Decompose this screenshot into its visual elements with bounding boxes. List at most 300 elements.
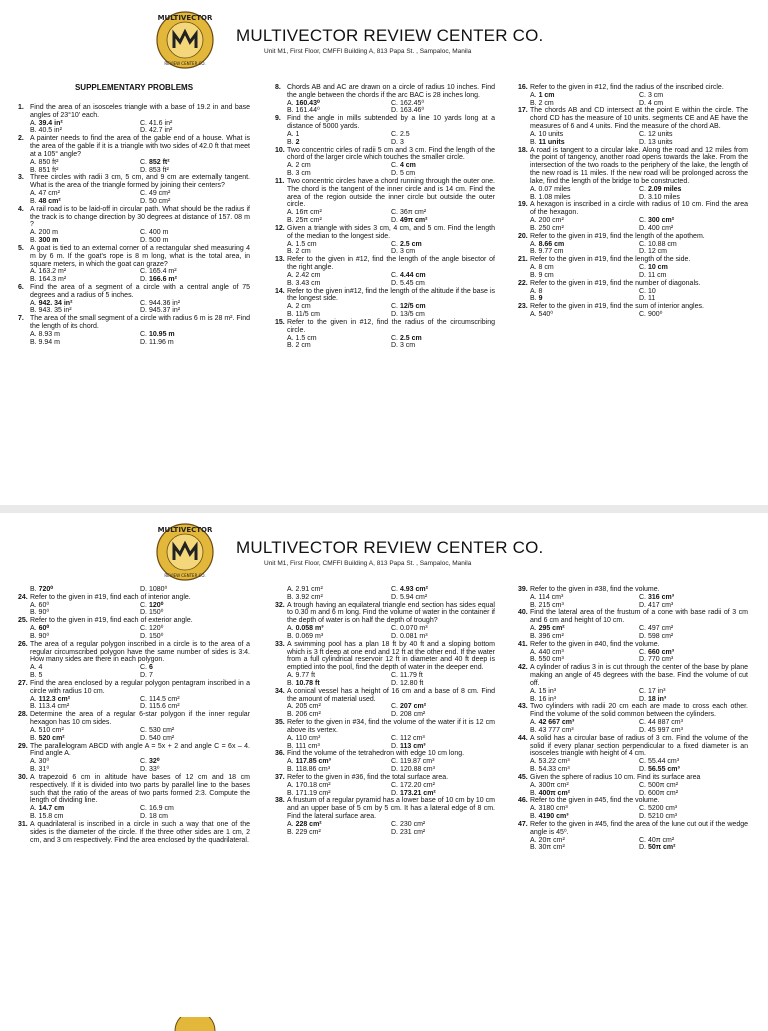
choice: D. 3 cm [391,248,416,256]
problem [518,201,748,232]
choice: B. 25π cm² [287,217,322,225]
problem [18,821,250,844]
choice: A. 60⁰ [30,625,50,633]
choices [18,602,250,618]
column-2 [275,84,495,350]
problem [275,225,495,256]
problem [275,719,495,750]
problem-number: 22. [518,279,528,287]
choice: B. 215 cm³ [530,601,564,609]
problem-number: 13. [275,256,285,264]
choice: D. 540 cm² [140,734,175,742]
problem-text: Refer to the given in #19, find the length of the side. [530,256,691,264]
choice: C. 162.45⁰ [391,99,425,107]
answer-key: 10.78 ft [295,679,320,687]
column-3 [518,84,748,319]
problem [18,594,250,617]
choice: A. 3180 cm³ [530,805,568,813]
svg-text:MULTIVECTOR: MULTIVECTOR [157,14,213,22]
problem-text: Refer to the given in#12, find the length of the altitude if the base is the longest side. [287,287,495,303]
problem [18,774,250,821]
choices [518,837,748,853]
answer-key: 14.7 cm [38,805,65,813]
choice: C. 500π cm² [639,781,679,789]
choice: C. 0.070 m³ [391,625,428,633]
choice: C. 17 in³ [639,687,666,695]
answer-key: 112.3 cm² [38,695,71,703]
problem-text: Find the area enclosed by a regular polygon pentagram inscribed in a circle with radius 10 cm. [30,679,250,695]
column-3 [518,586,748,852]
problem-number: 2. [18,135,24,143]
choice: D. 113 cm³ [391,742,426,750]
problem-text: Two cylinders with radii 20 cm each are made to cross each other. Find the volume of the solid common between the cylinders. [530,703,748,719]
choice: D. 50π cm² [639,844,676,852]
choice: A. 163.2 m² [30,268,67,276]
problem [275,84,495,115]
choice: C. 4 cm [391,162,416,170]
choice: D. 173.21 cm² [391,789,436,797]
choice: D. 5.45 cm [391,279,425,287]
problem-text: Refer to the given in #40, find the volume. [530,640,660,648]
choice: B. 250 cm² [530,224,564,232]
choice: C. 44 887 cm³ [639,719,683,727]
choice: C. 207 cm² [391,703,427,711]
answer-key: 120⁰ [148,601,164,609]
choice: C. 41.6 in² [140,119,173,127]
choice: A. 39.4 in² [30,119,63,127]
answer-key: 32⁰ [148,758,160,766]
choices [275,209,495,225]
choice: D. 13/5 cm [391,311,425,319]
problem-text: A trapezoid 6 cm in altitude have bases of 12 cm and 18 cm respectively. If it is divided into two parts by parallel line to the bases such that the ratio of the areas of two parts formed 2:3. Compute the length of dividing line. [30,773,250,805]
choice: B. 171.19 cm² [287,789,331,797]
answer-key: 942. 34 in² [38,299,73,307]
problem [518,107,748,146]
choice: C. 10 cm [639,264,668,272]
choice: B. 3.43 cm [287,279,321,287]
choice: B. 43 777 cm³ [530,726,574,734]
answer-key: 2.5 cm [399,334,422,342]
choice: A. 110 cm³ [287,734,321,742]
choice: A. 14.7 cm [30,805,65,813]
choice: B. 113.4 cm² [30,703,70,711]
choices [518,264,748,280]
answer-key: 4.44 cm [399,271,426,279]
choice: D. 50 cm² [140,197,171,205]
choice: A. 53.22 cm³ [530,758,570,766]
choice: D. 4 cm [639,99,664,107]
choices [275,758,495,774]
problem-text: A trough having an equilateral triangle end section has sides equal to 0.30 m and 6 m long. Find the volume of water in the container if the depth of water is on half the depth of trough? [287,601,495,625]
choice: B. 16 in³ [530,695,557,703]
choice: B. 4190 cm³ [530,813,569,821]
answer-key: 720⁰ [38,586,54,593]
choice: A. 1 [287,130,300,138]
answer-key: 852 ft² [148,158,170,166]
choices [275,821,495,837]
choices [18,758,250,774]
choice: D. 3.10 miles [639,193,680,201]
answer-key: 520 cm² [38,734,65,742]
problem-number: 29. [18,742,28,750]
choice: C. 10.88 cm [639,240,677,248]
problem-text: Refer to the given in #12, find the radius of the inscribed circle. [530,84,724,91]
problem-number: 19. [518,201,528,209]
problem [518,774,748,797]
choice: B. 9.94 m [30,338,60,346]
choice: B. 2 cm [287,248,311,256]
problem-number: 18. [518,146,528,154]
choice: A. 8 cm [530,264,554,272]
choice: C. 5200 cm³ [639,805,678,813]
choice: B. 206 cm² [287,711,321,719]
choices [18,120,250,136]
problem [18,135,250,174]
problem [18,743,250,774]
choice: D. 231 cm² [391,828,426,836]
problem-number: 30. [18,773,28,781]
column-1 [18,84,250,347]
choice: B. 3.92 cm² [287,593,323,601]
choices [18,331,250,347]
choices [518,649,748,665]
choice: C. 120⁰ [140,625,164,633]
answer-key: 4 cm [399,162,416,170]
problem-text: Refer to the given in #19, find the number of diagonals. [530,279,701,287]
problem-text: A cylinder of radius 3 in is cut through the center of the base by plane making an angle of 45 degrees with the base. Find the volume of cut off. [530,664,748,687]
problem [518,609,748,640]
answer-key: 1 cm [538,91,555,99]
problem [518,821,748,852]
problem-text: A conical vessel has a height of 16 cm and a base of 8 cm. Find the amount of material used. [287,687,495,703]
problem-number: 45. [518,773,528,781]
choice: A. 16π cm² [287,209,322,217]
problem [518,147,748,202]
choice: C. 300 cm² [639,217,675,225]
problem [518,586,748,609]
problem-text: Refer to the given in #12, find the radius of the circumscribing circle. [287,318,495,334]
choice: C. 3 cm [639,91,664,99]
choices [275,100,495,116]
problem-number: 41. [518,640,528,648]
choice: C. 112 cm³ [391,734,425,742]
choice: A. 440 cm³ [530,648,564,656]
answer-key: 56.55 cm³ [647,766,680,774]
choice: A. 160.43⁰ [287,99,320,107]
choice: D. 598 cm² [639,632,674,640]
choice: D. 11 [639,295,656,303]
choice: B. 396 cm² [530,632,564,640]
choice: A. 228 cm² [287,820,322,828]
choice: D. 7 [140,672,153,680]
choice: D. 49π cm² [391,217,428,225]
answer-key: 300 m [38,237,59,245]
problem-text: Find the lateral area of the frustum of a cone with base radii of 3 cm and 6 cm and height of 10 cm. [530,609,748,625]
choice: A. 300π cm² [530,781,569,789]
problem-text: Given the sphere of radius 10 cm. Find its surface area [530,773,701,781]
choice: A. 117.85 cm³ [287,758,331,766]
problem-number: 25. [18,617,28,625]
problem [518,664,748,703]
choice: B. 40.5 in² [30,127,62,135]
problem-number: 15. [275,318,285,326]
choice: D. 166.6 m² [140,276,177,284]
choices [518,186,748,202]
multivector-logo-icon [155,522,215,582]
problem-number: 11. [275,177,285,185]
choice: D. 5 cm [391,170,416,178]
problem-text: Two concentric circles have a chord running through the outer one. The chord is the tangent of the inner circle and is 14 cm. Find the area of the region outside the inner circle but outside the outer circle. [287,177,495,209]
choice: D. 12.80 ft [391,679,424,687]
choice: C. 316 cm³ [639,593,675,601]
problem-text: A road is tangent to a circular lake. Along the road and 12 miles from the point of tangency, another road opens towards the lake. From the intersection of the two roads to the periphery of the lake, the length of the new road is 11 miles. If the new road will be prolonged across the lake, find the length of the bridge to be constructed. [530,146,748,185]
problem-number: 27. [18,679,28,687]
answer-key: 117.85 cm³ [295,758,331,766]
choice: C. 119.87 cm³ [391,758,435,766]
problem-number: 35. [275,719,285,727]
choices [18,696,250,712]
problem-number: 34. [275,687,285,695]
problem-text: Find the area of a segment of a circle with a central angle of 75 degrees and a radius of 5 inches. [30,284,250,299]
problem-number: 42. [518,664,528,672]
problem-text: A solid has a circular base of radius of 3 cm. Find the volume of the solid if every planar section perpendicular to a fixed diameter is an isosceles triangle with height of 4 cm. [530,734,748,758]
choices [18,727,250,743]
choice: A. 9.77 ft [287,672,316,680]
problem-text: A hexagon is inscribed in a circle with radius of 10 cm. Find the area of the hexagon. [530,201,748,217]
answer-key: 113 cm³ [399,742,426,750]
choice: C. 12 units [639,130,673,138]
problem-text: The parallelogram ABCD with angle A = 5x + 2 and angle C = 6x – 4. Find angle A. [30,742,250,758]
choice: A. 1.5 cm [287,240,317,248]
choice: B. 851 ft² [30,166,59,174]
page-title: MULTIVECTOR REVIEW CENTER CO. [236,26,544,45]
problem [18,641,250,680]
problem-text: Refer to the given in #19, find each of interior angle. [30,593,191,601]
column-1 [18,586,250,844]
answer-key: 660 cm³ [647,648,675,656]
choice: C. 2.5 [391,130,410,138]
worksheet-page-2 [0,512,768,1022]
svg-text:MULTIVECTOR: MULTIVECTOR [157,526,213,534]
answer-key: 173.21 cm² [399,789,436,797]
choice: C. 49 cm² [140,190,171,198]
choice: A. 10 units [530,130,564,138]
choices [275,703,495,719]
choice: B. 9.77 cm [530,248,564,256]
answer-key: 2.5 cm [399,240,422,248]
choice: D. 11.96 m [140,338,174,346]
svg-text:REVIEW CENTER CO.: REVIEW CENTER CO. [164,61,206,66]
choice: C. 900⁰ [639,311,663,319]
problem-number: 31. [18,820,28,828]
problem-text: A goat is tied to an external corner of a rectangular shed measuring 4 m by 6 m. If the goat's rope is 8 m long, what is the total area, in square meters, in which the goat can graze? [30,244,250,268]
section-title: SUPPLEMENTARY PROBLEMS [74,83,194,92]
choice: B. 90⁰ [30,609,50,617]
problem-text: Refer to the given in #19, find the length of the apothem. [530,232,705,240]
choice: D. 115.6 cm² [140,703,180,711]
problem [18,206,250,245]
choice: C. 6 [140,664,153,672]
choices [275,672,495,688]
problem [275,586,495,602]
problem [18,104,250,135]
choice: C. 4.44 cm [391,271,426,279]
choice: D. 600π cm² [639,789,679,797]
address: Unit M1, First Floor, CMFFI Building A, 813 Papa St. , Sampaloc, Manila [264,560,472,567]
choices [275,162,495,178]
choice: A. 170.18 cm² [287,781,331,789]
problem-text: Find the angle in mills subtended by a line 10 yards long at a distance of 5000 yards. [287,115,495,131]
problem-number: 28. [18,711,28,719]
problem-number: 21. [518,256,528,264]
answer-key: 166.6 m² [148,276,177,284]
problem-text: Refer to the given in #12, find the length of the angle bisector of the right angle. [287,256,495,272]
choice: D. 13 units [639,138,673,146]
problem-number: 8. [275,84,281,91]
problem [518,703,748,734]
problem [275,688,495,719]
answer-key: 400π cm² [538,789,570,797]
problem-text: A rail road is to be laid-off in circular path. What should be the radius if the track is to change direction by 30 degrees at distance of 157. 08 m ? [30,205,250,229]
choice: B. 31⁰ [30,766,50,774]
choices [518,782,748,798]
choices [18,159,250,175]
choice: B. 30π cm² [530,844,565,852]
choice: D. 120.88 cm³ [391,766,435,774]
problem-text: Refer to the given in #45, find the area of the lune cut out if the wedge angle is 45⁰. [530,820,748,836]
choice: B. 520 cm² [30,734,65,742]
answer-key: 12/5 cm [399,303,426,311]
choices [275,586,495,602]
answer-key: 10 cm [647,264,668,272]
choices [518,217,748,233]
problem-text: Determine the area of a regular 6-star polygon if the inner regular hexagon has 10 cm sides. [30,711,250,727]
choice: A. 15 in³ [530,687,557,695]
problem-text: Find the volume of the tetrahedron with edge 10 cm long. [287,750,465,758]
problem-text: Two concentric cirles of radii 5 cm and 3 cm. Find the length of the chord of the larger circle which touches the smaller circle. [287,146,495,162]
choices [275,303,495,319]
choice: C. 36π cm² [391,209,427,217]
problem [518,233,748,256]
choice: B. 48 cm² [30,197,61,205]
problem-number: 6. [18,284,24,291]
choice: C. 852 ft² [140,158,170,166]
choices [518,311,748,319]
choices [518,92,748,108]
page-title: MULTIVECTOR REVIEW CENTER CO. [236,538,544,557]
problem-text: A quadrilateral is inscribed in a circle in such a way that one of the sides is the diameter of the circle. If the three other sides are 1 cm, 2 cm, and 3 cm respectively. Find the area enclosed by the quadrilateral. [30,820,250,844]
problem-text: Refer to the given in #34, find the volume of the water if it is 12 cm above its vertex. [287,719,495,734]
choice: A. 200 cm² [530,217,564,225]
problem-text: Refer to the given in #19, find each of exterior angle. [30,617,193,625]
problem-number: 40. [518,609,528,617]
choice: D. 33⁰ [140,766,160,774]
choice: D. 417 cm³ [639,601,674,609]
answer-key: 0.058 m³ [295,625,324,633]
choices [18,625,250,641]
choice: B. 5 [30,672,43,680]
answer-key: 300 cm² [647,217,675,225]
choice: C. 10.95 m [140,330,175,338]
choice: D. 150⁰ [140,632,164,640]
choice: C. 530 cm² [140,726,175,734]
choices [18,805,250,821]
choice: C. 4.93 cm² [391,586,428,593]
choice: B. 15.8 cm [30,813,64,821]
choice: A. 850 ft² [30,158,59,166]
problem-number: 20. [518,232,528,240]
choice: D. 945.37 in² [140,307,181,315]
answer-key: 207 cm² [399,703,427,711]
problem [18,617,250,640]
problem-number: 26. [18,640,28,648]
choices [518,805,748,821]
answer-key: 2.09 miles [647,185,682,193]
choice: C. 944.36 in² [140,299,181,307]
choice: A. 1.5 cm [287,334,317,342]
choices [275,131,495,147]
choice: B. 2 cm [530,99,554,107]
choice: D. 42.7 in² [140,127,173,135]
choice: B. 9 cm [530,271,554,279]
problem [275,147,495,178]
choice: A. 295 cm² [530,625,565,633]
choice: A. 30⁰ [30,758,50,766]
choice: C. 120⁰ [140,601,164,609]
choice: D. 3 cm [391,342,416,350]
problem-number: 47. [518,820,528,828]
choice: B. 0.069 m³ [287,632,324,640]
problem [518,84,748,107]
problem [275,178,495,225]
problem-number: 46. [518,797,528,805]
choices [18,229,250,245]
choice: B. 11 units [530,138,565,146]
choices [518,719,748,735]
answer-key: 316 cm³ [647,593,675,601]
choice: B. 2 [287,138,300,146]
choices [518,625,748,641]
choice: A. 114 cm³ [530,593,564,601]
problem-number: 24. [18,593,28,601]
problem-number: 39. [518,586,528,593]
problem-number: 3. [18,174,24,182]
problem [275,774,495,797]
problem-number: 44. [518,734,528,742]
problem [275,115,495,146]
problem [18,284,250,315]
address: Unit M1, First Floor, CMFFI Building A, 813 Papa St. , Sampaloc, Manila [264,48,472,55]
choice: D. 770 cm³ [639,656,674,664]
problem-text: Three circles with radii 3 cm, 5 cm, and 9 cm are externally tangent. What is the area of the triangle formed by joining their centers? [30,174,250,190]
choice: A. 942. 34 in² [30,299,73,307]
choice: C. 55.44 cm³ [639,758,680,766]
choice: D. 400 cm² [639,224,674,232]
answer-key: 11 units [538,138,565,146]
column-2 [275,586,495,837]
choice: D. 12 cm [639,248,668,256]
problem-text: Find the area of an isosceles triangle with a base of 19.2 in and base angles of 23°10' each. [30,103,250,119]
choice: B. 54.33 cm³ [530,766,570,774]
answer-key: 228 cm² [295,820,322,828]
problem [518,280,748,303]
choice: C. 497 cm² [639,625,674,633]
choice: B. 11/5 cm [287,311,320,319]
problem [518,735,748,774]
choices [18,190,250,206]
choices [275,241,495,257]
choice: B. 118.86 cm³ [287,766,331,774]
